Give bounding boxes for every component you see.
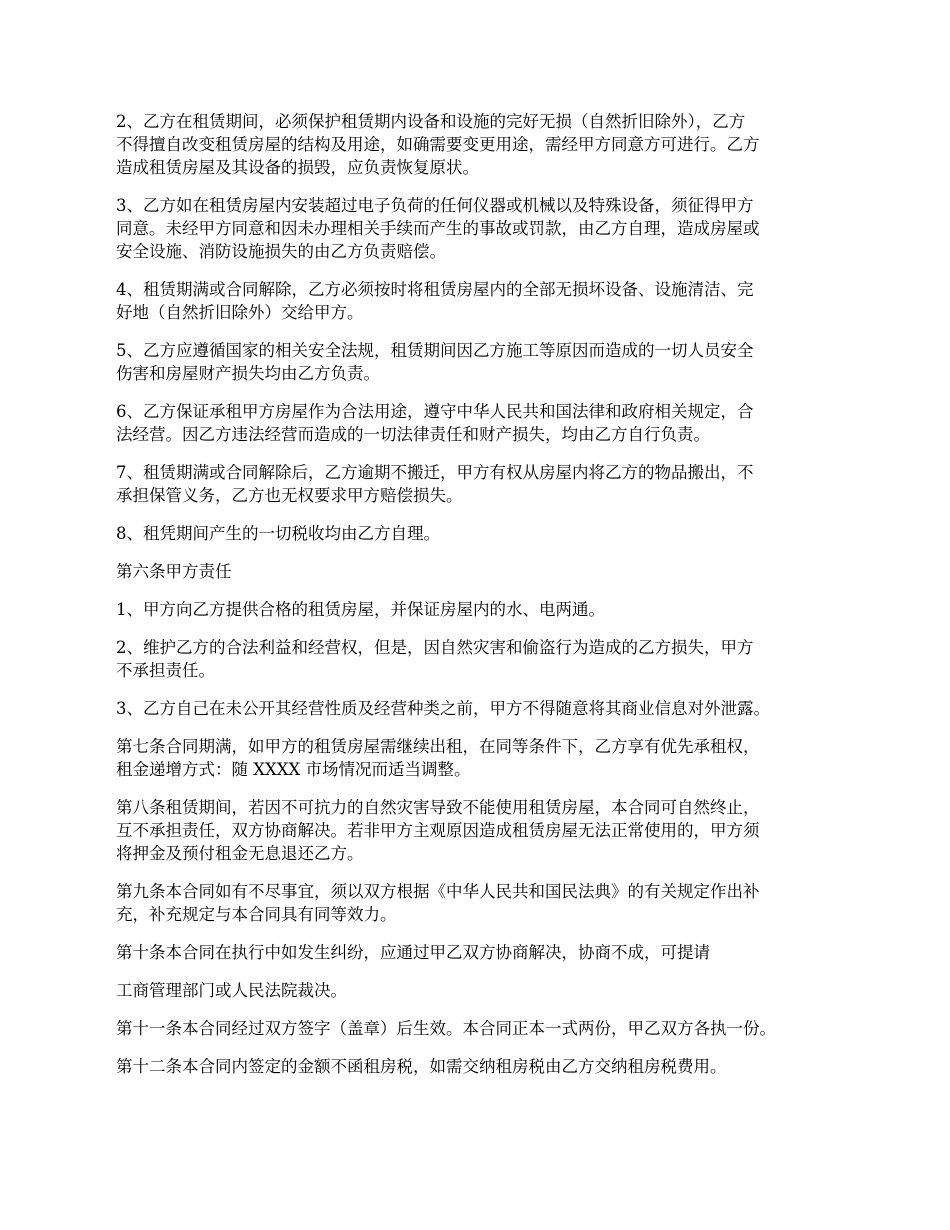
clause-paragraph: 1、甲方向乙方提供合格的租赁房屋，并保证房屋内的水、电两通。 [116,600,605,619]
article-paragraph: 第九条本合同如有不尽事宜，须以双方根据《中华人民共和国民法典》的有关规定作出补 充，补充规定与本合同具有同等效力。 [116,882,760,924]
clause-paragraph: 6、乙方保证承租甲方房屋作为合法用途，遵守中华人民共和国法律和政府相关规定，合 法经营。因乙方违法经营而造成的一切法律责任和财产损失，均由乙方自行负责。 [116,402,754,444]
clause-paragraph: 4、租赁期满或合同解除，乙方必须按时将租赁房屋内的全部无损坏设备、设施清洁、完 好地（自然折旧除外）交给甲方。 [116,280,754,322]
clause-paragraph: 7、租赁期满或合同解除后，乙方逾期不搬迁，甲方有权从房屋内将乙方的物品搬出，不 承担保管义务，乙方也无权要求甲方赔偿损失。 [116,463,754,505]
clause-paragraph: 2、维护乙方的合法利益和经营权，但是，因自然灾害和偷盗行为造成的乙方损失，甲方 不承担责任。 [116,638,754,680]
article-paragraph: 第八条租赁期间，若因不可抗力的自然灾害导致不能使用租赁房屋，本合同可自然终止， 互不承担责任，双方协商解决。若非甲方主观原因造成租赁房屋无法正常使用的，甲方须 将押金及预付租金无息退还乙方。 [116,798,760,863]
clause-paragraph: 2、乙方在租赁期间，必须保护租赁期内设备和设施的完好无损（自然折旧除外），乙方 不得擅自改变租赁房屋的结构及用途，如确需要变更用途，需经甲方同意方可进行。乙方 造成租赁房屋及其设备的损毁，应负责恢复原状。 [116,112,760,177]
article-paragraph: 第七条合同期满，如甲方的租赁房屋需继续出租，在同等条件下，乙方享有优先承租权， 租金递增方式：随 XXXX 市场情况而适当调整。 [116,737,760,779]
clause-paragraph: 3、乙方自己在未公开其经营性质及经营种类之前，甲方不得随意将其商业信息对外泄露。 [116,699,770,718]
clause-paragraph: 8、租凭期间产生的一切税收均由乙方自理。 [116,524,440,543]
article-paragraph: 工商管理部门或人民法院裁决。 [116,981,347,1000]
article-paragraph: 第十二条本合同内签定的金额不函租房税，如需交纳租房税由乙方交纳租房税费用。 [116,1057,727,1076]
section-heading: 第六条甲方责任 [116,562,232,581]
clause-paragraph: 3、乙方如在租赁房屋内安装超过电子负荷的任何仪器或机械以及特殊设备，须征得甲方 同意。未经甲方同意和因未办理相关手续而产生的事故或罚款，由乙方自理，造成房屋或 安全设施、消防设施损失的由乙方负责赔偿。 [116,196,760,261]
article-paragraph: 第十条本合同在执行中如发生纠纷，应通过甲乙双方协商解决，协商不成，可提请 [116,943,710,962]
article-paragraph: 第十一条本合同经过双方签字（盖章）后生效。本合同正本一式两份，甲乙双方各执一份。 [116,1019,776,1038]
document-page [116,110,856,1093]
clause-paragraph: 5、乙方应遵循国家的相关安全法规，租赁期间因乙方施工等原因而造成的一切人员安全 伤害和房屋财产损失均由乙方负责。 [116,341,754,383]
